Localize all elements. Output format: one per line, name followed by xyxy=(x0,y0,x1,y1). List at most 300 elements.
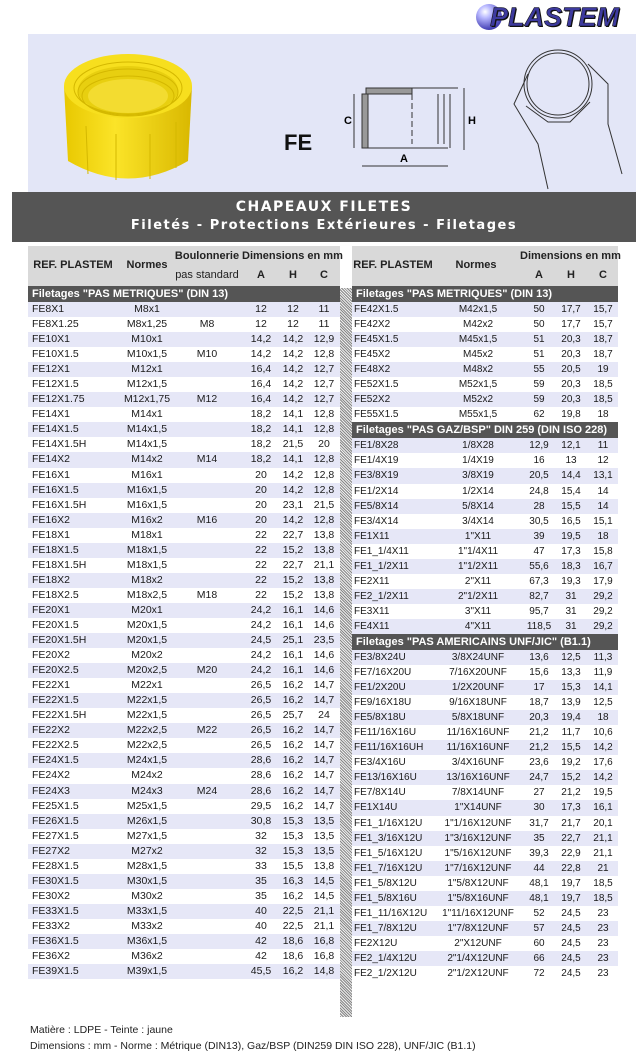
cell-norme: M18x1 xyxy=(131,528,163,541)
cell-h: 15,2 xyxy=(282,543,304,556)
table-row xyxy=(28,588,340,603)
cell-h: 16,2 xyxy=(282,784,304,797)
cell-a: 14,2 xyxy=(250,333,272,346)
cell-h: 25,1 xyxy=(282,634,304,647)
table-row xyxy=(28,422,340,437)
table-row xyxy=(352,604,618,619)
cell-a: 18,7 xyxy=(529,697,549,709)
cell-ref: FE13/16X16U xyxy=(354,772,417,784)
table-row xyxy=(352,680,618,695)
cell-h: 14,4 xyxy=(561,470,581,482)
cell-norme: 1"5/8X16UNF xyxy=(447,892,509,904)
cell-h: 18,3 xyxy=(561,560,581,572)
table-row xyxy=(352,347,618,362)
cell-norme: M22x2,5 xyxy=(126,724,168,737)
cell-ref: FE16X1.5 xyxy=(32,483,79,496)
cell-a: 22 xyxy=(255,573,267,586)
cell-norme: M20x1,5 xyxy=(126,618,168,631)
cell-ref: FE5/8X14 xyxy=(354,500,399,512)
cell-ref: FE14X2 xyxy=(32,453,70,466)
cell-ref: FE16X1.5H xyxy=(32,498,87,511)
cell-h: 16,1 xyxy=(282,618,304,631)
cell-ref: FE18X1.5 xyxy=(32,543,79,556)
table-row xyxy=(28,558,340,573)
cell-c: 23 xyxy=(597,952,609,964)
cell-c: 14,6 xyxy=(313,649,335,662)
cell-c: 14,6 xyxy=(313,618,335,631)
table-row xyxy=(28,618,340,633)
cell-ref: FE22X1.5H xyxy=(32,709,87,722)
table-row xyxy=(28,693,340,708)
table-row xyxy=(352,574,618,589)
cell-c: 21,1 xyxy=(313,904,335,917)
title-banner xyxy=(12,192,636,242)
cell-a: 12 xyxy=(255,318,267,331)
cell-norme: M27x1,5 xyxy=(126,829,168,842)
cell-h: 14,2 xyxy=(282,483,304,496)
cell-norme: M12x1,75 xyxy=(123,393,171,406)
cell-ref: FE3/4X16U xyxy=(354,757,406,769)
table-row xyxy=(352,906,618,921)
cell-h: 12 xyxy=(287,318,299,331)
cell-norme: 2"X11 xyxy=(464,575,492,587)
cell-norme: M16x1 xyxy=(131,468,163,481)
cell-c: 13,8 xyxy=(313,588,335,601)
cell-ref: FE5/8X18U xyxy=(354,712,406,724)
cell-h: 16,2 xyxy=(282,754,304,767)
cell-a: 26,5 xyxy=(250,709,272,722)
cell-a: 14,2 xyxy=(250,348,272,361)
header-pas-standard: pas standard xyxy=(175,269,239,281)
cell-a: 22 xyxy=(255,588,267,601)
cell-norme: M22x2,5 xyxy=(126,739,168,752)
cell-c: 24 xyxy=(318,709,330,722)
cell-norme: M28x1,5 xyxy=(126,859,168,872)
banner-subtitle: Filetés - Protections Extérieures - Filetages xyxy=(130,218,518,233)
cell-h: 16,2 xyxy=(282,769,304,782)
cell-norme: 2"X12UNF xyxy=(454,937,502,949)
cell-h: 17,3 xyxy=(561,545,581,557)
cell-ref: FE2X11 xyxy=(354,575,390,587)
table-row xyxy=(352,921,618,936)
dim-label-h: H xyxy=(468,115,476,127)
cell-h: 16,2 xyxy=(282,889,304,902)
table-row xyxy=(352,529,618,544)
cell-ref: FE52X1.5 xyxy=(354,379,399,391)
table-row xyxy=(352,725,618,740)
cell-ref: FE24X3 xyxy=(32,784,70,797)
table-row xyxy=(28,738,340,753)
cell-ref: FE30X1.5 xyxy=(32,874,79,887)
cell-c: 19 xyxy=(597,364,609,376)
cell-a: 30 xyxy=(533,802,545,814)
cell-c: 12,7 xyxy=(313,393,335,406)
cell-ref: FE1/2X14 xyxy=(354,485,399,497)
cell-norme: M48x2 xyxy=(462,364,493,376)
cell-a: 95,7 xyxy=(529,605,549,617)
cell-ref: FE45X2 xyxy=(354,349,391,361)
table-row xyxy=(28,753,340,768)
cell-h: 24,5 xyxy=(561,922,581,934)
cell-c: 12,9 xyxy=(313,333,335,346)
cell-norme: M14x1,5 xyxy=(126,438,168,451)
cell-ref: FE52X2 xyxy=(354,394,391,406)
header-normes: Normes xyxy=(126,259,168,271)
cell-c: 14,7 xyxy=(313,784,335,797)
cell-ref: FE14X1 xyxy=(32,408,70,421)
cell-c: 14,5 xyxy=(313,889,335,902)
table-row xyxy=(352,484,618,499)
cell-norme: M24x1,5 xyxy=(126,754,168,767)
cell-a: 59 xyxy=(533,394,545,406)
cell-boulonnerie: M8 xyxy=(199,318,215,331)
table-row xyxy=(352,589,618,604)
cell-ref: FE18X2.5 xyxy=(32,588,79,601)
cell-norme: M39x1,5 xyxy=(126,965,168,978)
table-row xyxy=(28,708,340,723)
cell-a: 16,4 xyxy=(250,378,272,391)
cell-h: 11,7 xyxy=(561,727,581,739)
header-normes: Normes xyxy=(455,259,497,271)
cell-norme: M16x1,5 xyxy=(126,498,168,511)
cell-h: 22,7 xyxy=(282,558,304,571)
table-row xyxy=(352,362,618,377)
cell-a: 28,6 xyxy=(250,754,272,767)
cell-norme: 1"11/16X12UNF xyxy=(442,907,514,919)
table-row xyxy=(28,949,340,964)
cell-c: 14,2 xyxy=(593,742,613,754)
cell-ref: FE22X1 xyxy=(32,679,70,692)
cell-c: 17,6 xyxy=(593,757,613,769)
cell-h: 21,2 xyxy=(561,787,581,799)
cell-c: 18 xyxy=(597,530,609,542)
cell-a: 21,2 xyxy=(529,742,549,754)
cell-c: 18 xyxy=(597,712,609,724)
cell-norme: 2"1/2X11 xyxy=(457,590,499,602)
cell-norme: M20x1,5 xyxy=(126,634,168,647)
cell-c: 12 xyxy=(597,455,609,467)
cell-ref: FE22X2 xyxy=(32,724,70,737)
cell-h: 16,2 xyxy=(282,799,304,812)
cell-ref: FE2_1/4X12U xyxy=(354,952,417,964)
cell-c: 14,7 xyxy=(313,724,335,737)
cell-ref: FE22X2.5 xyxy=(32,739,79,752)
cell-h: 22,5 xyxy=(282,919,304,932)
cell-ref: FE11/16X16U xyxy=(354,727,417,739)
cell-h: 22,7 xyxy=(282,528,304,541)
cell-norme: M16x2 xyxy=(131,513,163,526)
cell-h: 12 xyxy=(287,303,299,315)
header-a: A xyxy=(535,269,543,281)
cell-a: 16 xyxy=(533,455,545,467)
table-row xyxy=(28,468,340,483)
cell-norme: M14x1,5 xyxy=(126,423,168,436)
cell-c: 15,7 xyxy=(593,319,613,331)
header-ref: REF. PLASTEM xyxy=(33,259,113,271)
cell-c: 13,5 xyxy=(313,829,335,842)
cell-norme: M25x1,5 xyxy=(126,799,168,812)
cell-ref: FE1X14U xyxy=(354,802,398,814)
cell-h: 12,5 xyxy=(561,651,581,663)
cell-ref: FE2_1/2X11 xyxy=(354,590,409,602)
cell-h: 14,1 xyxy=(282,453,304,466)
table-header xyxy=(28,246,343,286)
cell-c: 23 xyxy=(597,967,609,979)
cell-ref: FE10X1 xyxy=(32,333,70,346)
cell-a: 29,5 xyxy=(250,799,272,812)
cell-a: 50 xyxy=(533,319,545,331)
table-row xyxy=(352,831,618,846)
table-row xyxy=(28,347,340,362)
table-row xyxy=(352,846,618,861)
cell-c: 29,2 xyxy=(593,620,613,632)
table-row xyxy=(352,544,618,559)
cell-norme: M14x2 xyxy=(131,453,163,466)
cell-c: 16,8 xyxy=(313,934,335,947)
product-hero xyxy=(28,34,636,192)
cell-h: 15,5 xyxy=(561,500,581,512)
cell-c: 16,7 xyxy=(593,560,613,572)
cell-norme: 1/4X19 xyxy=(462,455,494,467)
cell-h: 14,2 xyxy=(282,348,304,361)
header-c: C xyxy=(320,269,328,281)
cell-norme: M22x1 xyxy=(131,679,163,692)
table-row xyxy=(28,934,340,949)
cell-ref: FE12X1.5 xyxy=(32,378,79,391)
table-row xyxy=(28,889,340,904)
column-divider xyxy=(340,288,352,1017)
cell-boulonnerie: M18 xyxy=(196,588,218,601)
cell-c: 16,8 xyxy=(313,950,335,963)
cell-norme: M20x1 xyxy=(131,603,163,616)
header-boulonnerie: Boulonnerie xyxy=(174,250,240,262)
cell-a: 72 xyxy=(533,967,545,979)
cell-ref: FE18X1 xyxy=(32,528,70,541)
table-row xyxy=(352,876,618,891)
table-row xyxy=(352,770,618,785)
header-c: C xyxy=(599,269,607,281)
table-row xyxy=(352,438,618,453)
wrench-diagram xyxy=(508,44,628,194)
cell-a: 60 xyxy=(533,937,545,949)
cell-ref: FE20X2 xyxy=(32,649,70,662)
cell-norme: 1"5/16X12UNF xyxy=(444,847,512,859)
cell-ref: FE16X2 xyxy=(32,513,70,526)
cell-ref: FE4X11 xyxy=(354,620,390,632)
cell-ref: FE14X1.5 xyxy=(32,423,79,436)
dim-label-c: C xyxy=(344,115,352,127)
cell-ref: FE28X1.5 xyxy=(32,859,79,872)
cell-h: 13,9 xyxy=(561,697,581,709)
cell-a: 39 xyxy=(533,530,545,542)
cell-norme: M12x1,5 xyxy=(126,378,168,391)
cell-c: 23 xyxy=(597,907,609,919)
cell-c: 11,9 xyxy=(593,667,613,679)
table-row xyxy=(352,891,618,906)
cell-ref: FE1_1/4X11 xyxy=(354,545,409,557)
table-row xyxy=(28,407,340,422)
cell-a: 42 xyxy=(255,950,267,963)
cell-ref: FE11/16X16UH xyxy=(354,742,424,754)
cell-c: 13,1 xyxy=(593,470,613,482)
cell-a: 32 xyxy=(255,844,267,857)
cell-c: 14,1 xyxy=(593,682,613,694)
table-row xyxy=(352,785,618,800)
cell-c: 12,7 xyxy=(313,378,335,391)
table-row xyxy=(352,695,618,710)
cell-a: 12,9 xyxy=(529,440,549,452)
cell-norme: M10x1 xyxy=(131,333,163,346)
cell-ref: FE1/4X19 xyxy=(354,455,399,467)
cell-c: 14,8 xyxy=(313,965,335,978)
cell-c: 23,5 xyxy=(313,634,335,647)
cell-ref: FE20X2.5 xyxy=(32,664,79,677)
cell-ref: FE42X1.5 xyxy=(354,304,399,315)
cell-a: 22 xyxy=(255,558,267,571)
table-row xyxy=(28,377,340,392)
table-row xyxy=(352,816,618,831)
cell-h: 20,3 xyxy=(561,394,581,406)
cell-h: 21,5 xyxy=(282,438,304,451)
cell-h: 20,5 xyxy=(561,364,581,376)
cell-h: 16,3 xyxy=(282,874,304,887)
table-row xyxy=(352,468,618,483)
cell-ref: FE1/2X20U xyxy=(354,682,406,694)
cell-ref: FE33X2 xyxy=(32,919,70,932)
cell-ref: FE9/16X18U xyxy=(354,697,412,709)
table-row xyxy=(28,844,340,859)
cell-c: 18,7 xyxy=(593,334,613,346)
table-row xyxy=(28,392,340,407)
cell-c: 21,1 xyxy=(593,847,613,859)
cell-norme: 1"3/16X12UNF xyxy=(444,832,512,844)
cell-norme: M18x2,5 xyxy=(126,588,168,601)
cell-ref: FE20X1 xyxy=(32,603,70,616)
cell-h: 20,3 xyxy=(561,349,581,361)
cell-ref: FE3/4X14 xyxy=(354,515,399,527)
cell-c: 18,5 xyxy=(593,379,613,391)
cell-a: 62 xyxy=(533,409,545,421)
cell-ref: FE18X1.5H xyxy=(32,558,87,571)
cell-a: 23,6 xyxy=(529,757,549,769)
cell-c: 14,6 xyxy=(313,603,335,616)
cell-h: 15,2 xyxy=(282,573,304,586)
cell-ref: FE39X1.5 xyxy=(32,965,79,978)
cell-norme: M42x1,5 xyxy=(458,304,498,315)
cell-norme: 4"X11 xyxy=(464,620,492,632)
header-dimensions: Dimensions en mm xyxy=(520,250,621,262)
cell-norme: M30x1,5 xyxy=(126,874,168,887)
cell-h: 13 xyxy=(565,455,577,467)
cell-a: 66 xyxy=(533,952,545,964)
cell-c: 14 xyxy=(597,500,609,512)
cell-ref: FE3/8X19 xyxy=(354,470,399,482)
table-row xyxy=(28,498,340,513)
cell-norme: 5/8X14 xyxy=(462,500,494,512)
cell-norme: 3"X11 xyxy=(464,605,492,617)
table-row xyxy=(28,964,340,979)
table-row xyxy=(28,543,340,558)
cell-norme: M36x2 xyxy=(131,950,163,963)
cell-h: 22,5 xyxy=(282,904,304,917)
cell-a: 17 xyxy=(533,682,545,694)
cell-norme: M20x2,5 xyxy=(126,664,168,677)
cell-norme: M12x1 xyxy=(131,363,163,376)
cell-c: 21,5 xyxy=(313,498,335,511)
cell-a: 50 xyxy=(533,304,545,315)
cell-ref: FE1/8X28 xyxy=(354,440,399,452)
cell-a: 35 xyxy=(533,832,545,844)
cell-h: 20,3 xyxy=(561,379,581,391)
product-code: FE xyxy=(284,130,313,155)
cell-a: 48,1 xyxy=(529,892,549,904)
cell-h: 14,2 xyxy=(282,513,304,526)
cell-a: 18,2 xyxy=(250,438,272,451)
cell-a: 40 xyxy=(255,904,267,917)
left-table xyxy=(28,246,343,979)
table-row xyxy=(28,332,340,347)
material-note: Matière : LDPE - Teinte : jaune xyxy=(30,1024,173,1036)
cell-h: 16,2 xyxy=(282,694,304,707)
cell-a: 16,4 xyxy=(250,393,272,406)
table-row xyxy=(28,859,340,874)
cell-ref: FE27X2 xyxy=(32,844,70,857)
cell-a: 48,1 xyxy=(529,877,549,889)
right-metric-body xyxy=(352,302,618,422)
cell-ref: FE24X1.5 xyxy=(32,754,79,767)
cell-ref: FE26X1.5 xyxy=(32,814,79,827)
cell-c: 14,7 xyxy=(313,754,335,767)
cell-boulonnerie: M12 xyxy=(196,393,218,406)
cell-boulonnerie: M16 xyxy=(196,513,218,526)
cell-norme: 2"1/4X12UNF xyxy=(447,952,509,964)
cell-norme: M42x2 xyxy=(462,319,493,331)
cell-h: 16,1 xyxy=(282,664,304,677)
table-row xyxy=(28,768,340,783)
cell-a: 44 xyxy=(533,862,545,874)
cell-norme: M10x1,5 xyxy=(126,348,168,361)
cell-c: 18,5 xyxy=(593,394,613,406)
cell-c: 14,7 xyxy=(313,694,335,707)
cell-norme: 3/8X24UNF xyxy=(451,651,505,663)
cell-a: 20,5 xyxy=(529,470,549,482)
cell-c: 13,5 xyxy=(313,814,335,827)
cell-c: 12,8 xyxy=(313,468,335,481)
cross-section-drawing xyxy=(344,74,476,174)
section-metric: Filetages "PAS METRIQUES" (DIN 13) xyxy=(352,286,618,302)
cell-ref: FE1_3/16X12U xyxy=(354,832,423,844)
cell-c: 14,7 xyxy=(313,739,335,752)
section-unf: Filetages "PAS AMERICAINS UNF/JIC" (B1.1) xyxy=(352,634,618,650)
cell-h: 15,3 xyxy=(282,844,304,857)
cell-ref: FE2X12U xyxy=(354,937,398,949)
cell-boulonnerie: M10 xyxy=(196,348,218,361)
cell-h: 14,2 xyxy=(282,393,304,406)
dim-label-a: A xyxy=(400,153,408,165)
cell-norme: 1"7/8X12UNF xyxy=(447,922,509,934)
cell-h: 22,7 xyxy=(561,832,581,844)
cell-ref: FE8X1.25 xyxy=(32,318,79,331)
banner-title: CHAPEAUX FILETES xyxy=(235,199,413,215)
cell-c: 21 xyxy=(597,862,609,874)
table-row xyxy=(352,302,618,317)
table-row xyxy=(352,559,618,574)
table-row xyxy=(28,648,340,663)
cell-h: 14,2 xyxy=(282,378,304,391)
cell-c: 11 xyxy=(318,318,330,331)
cell-norme: M45x2 xyxy=(462,349,493,361)
cell-norme: M14x1 xyxy=(131,408,163,421)
